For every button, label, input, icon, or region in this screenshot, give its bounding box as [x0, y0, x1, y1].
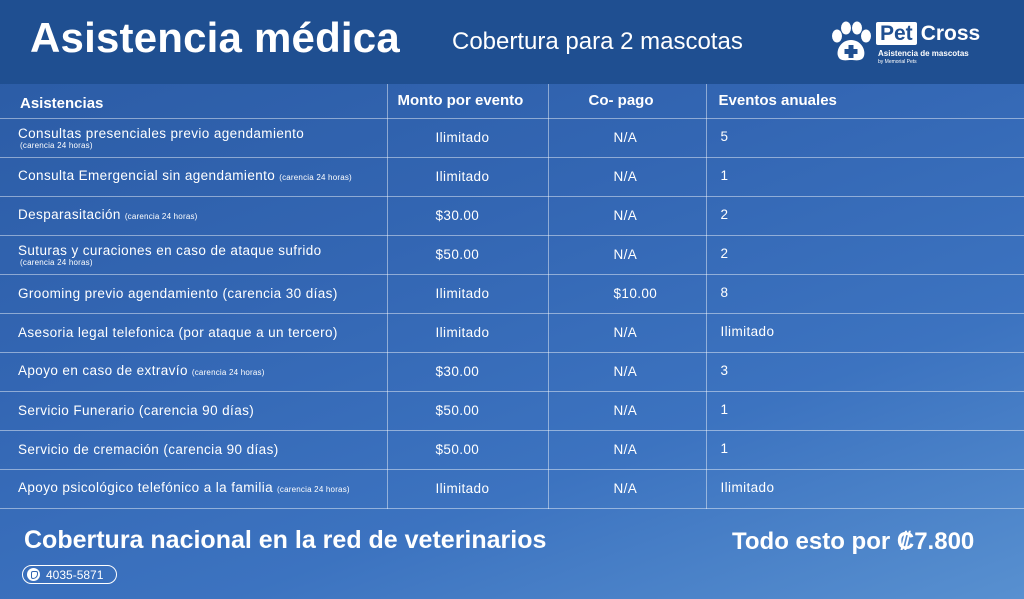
logo-tagline: Asistencia de mascotas — [878, 49, 969, 58]
service-name: Desparasitación — [18, 207, 121, 222]
petcross-logo — [828, 20, 998, 70]
column-header-amount: Monto por evento — [387, 84, 548, 118]
coverage-table — [0, 84, 1024, 509]
events-cell: 2 — [706, 235, 1024, 274]
amount-cell: Ilimitado — [387, 313, 548, 352]
service-cell — [0, 469, 387, 508]
amount-cell: $50.00 — [387, 430, 548, 469]
header-bar — [0, 0, 1024, 84]
service-cell — [0, 196, 387, 235]
service-name: Servicio de cremación (carencia 90 días) — [18, 442, 279, 457]
amount-cell: Ilimitado — [387, 157, 548, 196]
logo-wordmark — [876, 22, 980, 46]
service-name: Asesoria legal telefonica (por ataque a un tercero) — [18, 325, 338, 340]
amount-cell: Ilimitado — [387, 469, 548, 508]
service-name: Consulta Emergencial sin agendamiento — [18, 168, 276, 183]
copay-cell: N/A — [548, 157, 706, 196]
table-row — [0, 313, 1024, 352]
events-cell: 3 — [706, 352, 1024, 391]
service-cell — [0, 235, 387, 274]
service-cell — [0, 118, 387, 157]
copay-cell: N/A — [548, 391, 706, 430]
copay-cell: N/A — [548, 469, 706, 508]
events-cell: 5 — [706, 118, 1024, 157]
service-cell — [0, 313, 387, 352]
table-row — [0, 391, 1024, 430]
service-note: (carencia 24 horas) — [20, 257, 93, 267]
events-cell: 1 — [706, 157, 1024, 196]
events-cell: 8 — [706, 274, 1024, 313]
table-row — [0, 274, 1024, 313]
events-cell: 1 — [706, 391, 1024, 430]
table-row — [0, 157, 1024, 196]
service-note: (carencia 24 horas) — [191, 368, 265, 377]
service-cell — [0, 352, 387, 391]
events-cell: 1 — [706, 430, 1024, 469]
phone-number[interactable]: 4035-5871 — [46, 567, 104, 582]
copay-cell: $10.00 — [548, 274, 706, 313]
amount-cell: $50.00 — [387, 391, 548, 430]
amount-cell: $30.00 — [387, 196, 548, 235]
table-row — [0, 469, 1024, 508]
column-header-service: Asistencias — [0, 84, 387, 118]
amount-cell: $50.00 — [387, 235, 548, 274]
phone-contact[interactable] — [22, 565, 117, 584]
service-name: Grooming previo agendamiento (carencia 30 días) — [18, 286, 338, 301]
copay-cell: N/A — [548, 196, 706, 235]
whatsapp-icon — [27, 568, 40, 581]
events-cell: Ilimitado — [706, 313, 1024, 352]
column-header-copay: Co- pago — [548, 84, 706, 118]
page-title: Asistencia médica — [30, 14, 400, 61]
logo-subtitle: by Memorial Pets — [878, 59, 917, 65]
coverage-statement: Cobertura nacional en la red de veterinarios — [24, 526, 547, 554]
events-cell: 2 — [706, 196, 1024, 235]
amount-cell: $30.00 — [387, 352, 548, 391]
service-note: (carencia 24 horas) — [279, 173, 352, 182]
service-name: Suturas y curaciones en caso de ataque sufrido — [18, 242, 322, 258]
table-row — [0, 352, 1024, 391]
table-row — [0, 235, 1024, 274]
amount-cell: Ilimitado — [387, 118, 548, 157]
amount-cell: Ilimitado — [387, 274, 548, 313]
table-row — [0, 118, 1024, 157]
copay-cell: N/A — [548, 313, 706, 352]
column-header-events: Eventos anuales — [706, 84, 1024, 118]
service-cell — [0, 430, 387, 469]
service-name: Apoyo psicológico telefónico a la familia — [18, 480, 274, 495]
service-name: Consultas presenciales previo agendamiento — [18, 125, 305, 141]
logo-word-pet: Pet — [876, 22, 917, 45]
service-name: Servicio Funerario (carencia 90 días) — [18, 403, 255, 418]
service-cell — [0, 391, 387, 430]
service-note: (carencia 24 horas) — [20, 140, 93, 150]
price-text: Todo esto por ₡7.800 — [732, 528, 975, 555]
service-cell — [0, 274, 387, 313]
copay-cell: N/A — [548, 430, 706, 469]
table-row — [0, 430, 1024, 469]
service-cell — [0, 157, 387, 196]
copay-cell: N/A — [548, 235, 706, 274]
paw-cross-icon — [828, 20, 874, 66]
service-name: Apoyo en caso de extravío — [18, 363, 188, 378]
events-cell: Ilimitado — [706, 469, 1024, 508]
service-note: (carencia 24 horas) — [124, 212, 198, 221]
logo-word-cross: Cross — [920, 22, 981, 45]
table-header-row — [0, 84, 1024, 118]
copay-cell: N/A — [548, 118, 706, 157]
page-subtitle: Cobertura para 2 mascotas — [452, 28, 743, 55]
table-row — [0, 196, 1024, 235]
copay-cell: N/A — [548, 352, 706, 391]
service-note: (carencia 24 horas) — [277, 485, 350, 494]
